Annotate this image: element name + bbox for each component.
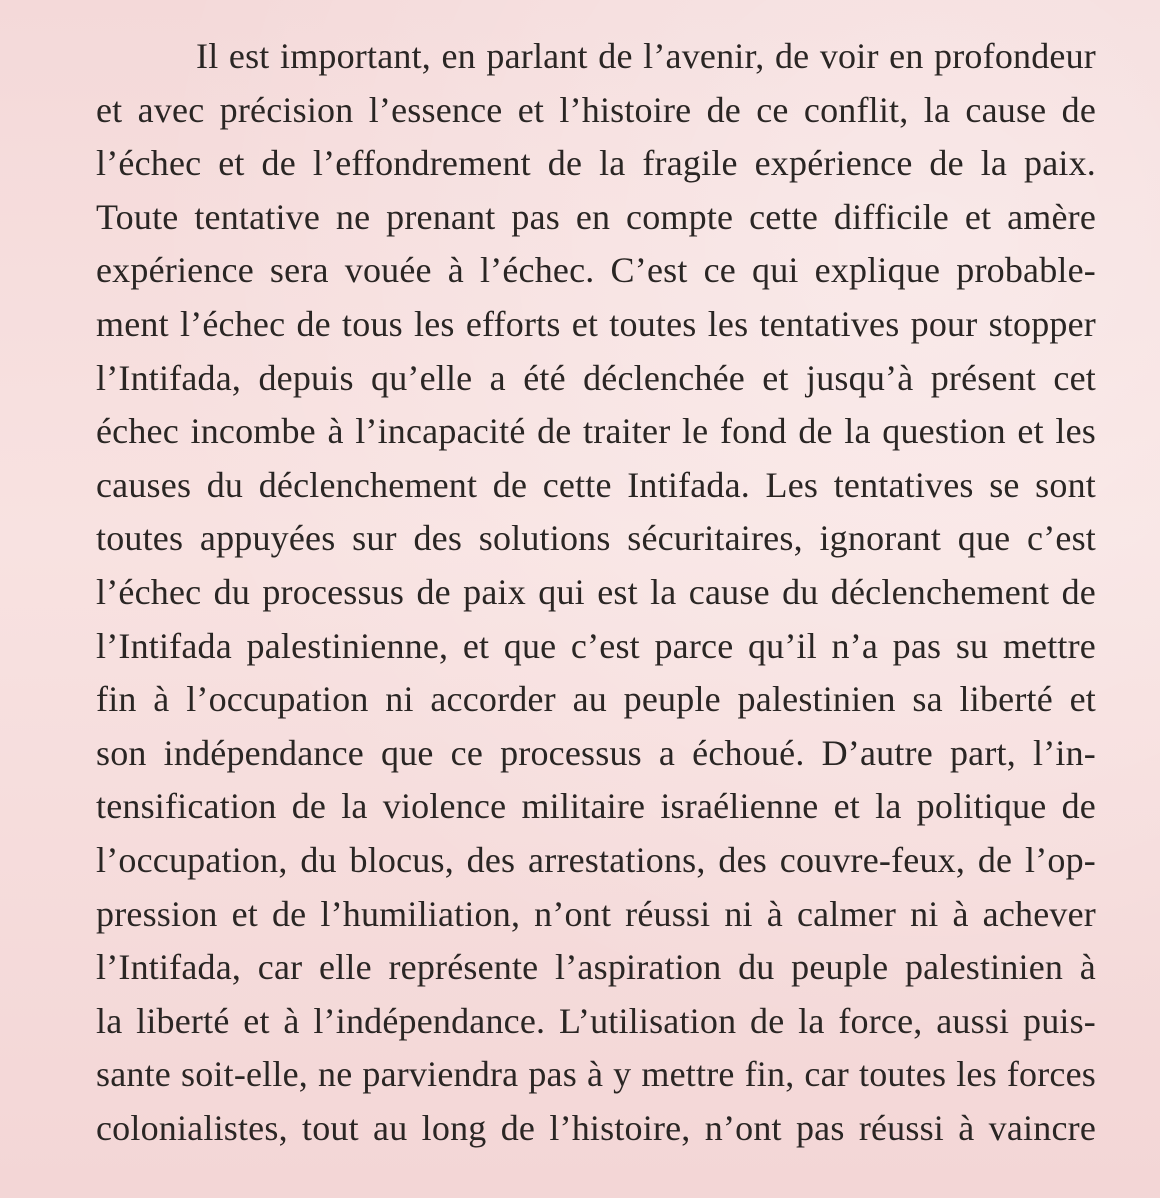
text-line: et avec précision l’essence et l’histoire de ce conflit, la cause de [96, 89, 1096, 130]
text-line: colonialistes, tout au long de l’histoire, n’ont pas réussi à vaincre [96, 1107, 1096, 1148]
text-line: Toute tentative ne prenant pas en compte cette difficile et amère [96, 196, 1096, 237]
text-line: expérience sera vouée à l’échec. C’est ce qui explique probable- [96, 250, 1096, 291]
body-paragraph [96, 30, 1096, 1155]
text-line: échec incombe à l’incapacité de traiter le fond de la question et les [96, 411, 1096, 452]
text-line: Il est important, en parlant de l’avenir, de voir en profondeur [196, 36, 1096, 76]
text-line: la liberté et à l’indépendance. L’utilisation de la force, aussi puis- [96, 1000, 1096, 1041]
text-line: l’échec du processus de paix qui est la cause du déclenchement de [96, 571, 1096, 612]
text-line: l’occupation, du blocus, des arrestations, des couvre-feux, de l’op- [96, 839, 1096, 880]
text-line: son indépendance que ce processus a échoué. D’autre part, l’in- [96, 732, 1096, 773]
text-line: l’Intifada palestinienne, et que c’est parce qu’il n’a pas su mettre [96, 625, 1096, 666]
text-line: sante soit-elle, ne parviendra pas à y mettre fin, car toutes les forces [96, 1054, 1096, 1095]
text-line: l’Intifada, depuis qu’elle a été déclenchée et jusqu’à présent cet [96, 357, 1096, 398]
text-line: fin à l’occupation ni accorder au peuple palestinien sa liberté et [96, 679, 1096, 720]
text-line: causes du déclenchement de cette Intifada. Les tentatives se sont [96, 464, 1096, 505]
text-line: toutes appuyées sur des solutions sécuritaires, ignorant que c’est [96, 518, 1096, 559]
text-line: tensification de la violence militaire israélienne et la politique de [96, 786, 1096, 827]
text-line: l’Intifada, car elle représente l’aspiration du peuple palestinien à [96, 947, 1096, 988]
text-line: pression et de l’humiliation, n’ont réussi ni à calmer ni à achever [96, 893, 1096, 934]
text-line: ment l’échec de tous les efforts et toutes les tentatives pour stopper [96, 303, 1096, 344]
text-line: l’échec et de l’effondrement de la fragile expérience de la paix. [96, 143, 1096, 184]
